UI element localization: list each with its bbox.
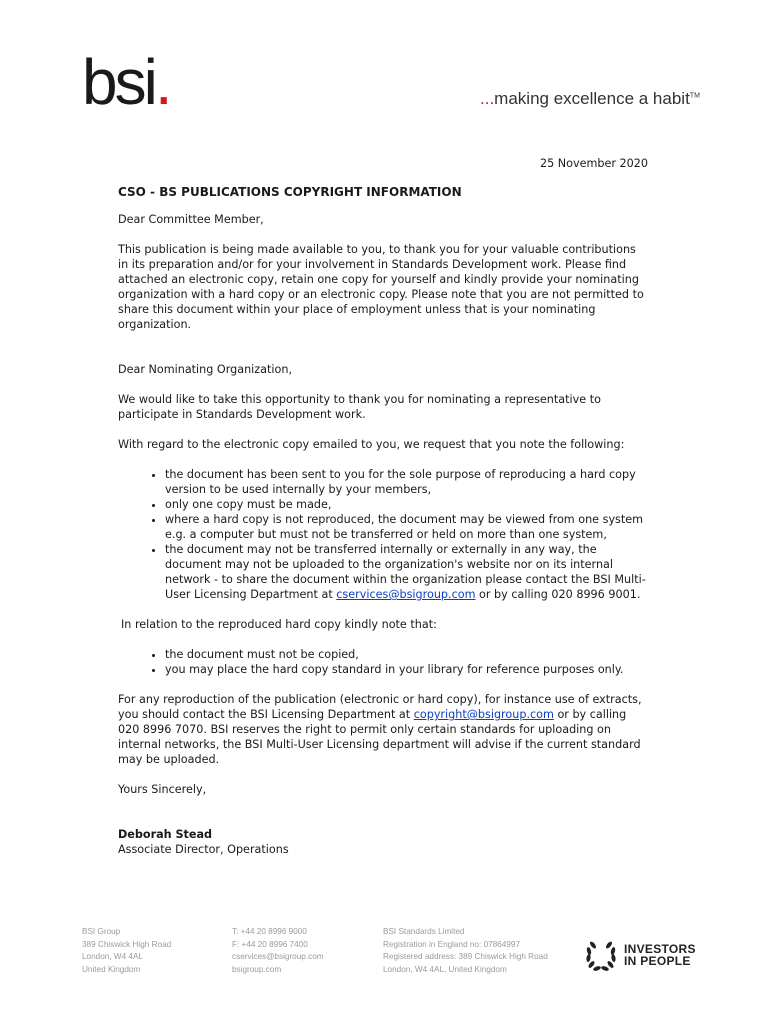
letter-heading: CSO - BS PUBLICATIONS COPYRIGHT INFORMATION (118, 185, 462, 199)
list-item: • the document may not be transferred internally or externally in any way, the document may not be uploaded to the organization's website nor on its internal network - to share the document within the organization please contact the BSI Multi-User Licensing Department at cservices@bsigroup.com or by calling 020 8996 9001. (165, 542, 648, 602)
list-item: • where a hard copy is not reproduced, the document may be viewed from one system e.g. a computer but must not be transferred or held on more than one system, (165, 512, 648, 542)
investors-in-people-badge (584, 938, 696, 972)
list-item: • the document has been sent to you for the sole purpose of reproducing a hard copy version to be used internally by your members, (165, 467, 648, 497)
footer-registration: BSI Standards Limited Registration in England no: 07864997 Registered address: 389 Chiswick High Road London, W4 4AL, United Kingdom (383, 927, 548, 974)
footer-contact: T: +44 20 8996 9000 F: +44 20 8996 7400 cservices@bsigroup.com bsigroup.com (232, 927, 324, 974)
paragraph-hard-copy: In relation to the reproduced hard copy kindly note that: (121, 618, 437, 631)
list-item: • the document must not be copied, (165, 647, 648, 662)
salutation-organization: Dear Nominating Organization, (118, 363, 292, 376)
letter-date: 25 November 2020 (539, 157, 648, 170)
investors-in-people-text: INVESTORS IN PEOPLE (624, 942, 696, 968)
paragraph-electronic-copy: With regard to the electronic copy emailed to you, we request that you note the following: (118, 438, 625, 451)
copyright-email-link[interactable]: copyright@bsigroup.com (413, 708, 554, 721)
paragraph-nomination: We would like to take this opportunity to thank you for nominating a representative to participate in Standards Development work. (118, 393, 601, 421)
bsi-logo: bsi. (82, 46, 170, 118)
signer-name: Deborah Stead (118, 828, 213, 841)
electronic-copy-conditions (118, 467, 648, 602)
hard-copy-conditions (118, 647, 648, 677)
letter-body (118, 150, 648, 857)
salutation-committee: Dear Committee Member, (118, 213, 264, 226)
tagline: ...making excellence a habit™ (480, 89, 700, 108)
list-item: • you may place the hard copy standard in your library for reference purposes only. (165, 662, 648, 677)
signer-title: Associate Director, Operations (118, 843, 289, 856)
footer-address: BSI Group 389 Chiswick High Road London, W4 4AL United Kingdom (82, 927, 172, 974)
list-item: • only one copy must be made, (165, 497, 648, 512)
paragraph-thanks: This publication is being made available to you, to thank you for your valuable contributions in its preparation and/or for your involvement in Standards Development work. Please find attached an electronic copy, retain one copy for yourself and kindly provide your nominating organization with a hard copy or an electronic copy. Please note that you are not permitted to share this document within your place of employment unless that is your nominating organization. (118, 243, 644, 331)
laurel-wreath-icon (584, 938, 618, 972)
closing: Yours Sincerely, (118, 783, 207, 796)
cservices-email-link[interactable]: cservices@bsigroup.com (336, 588, 476, 601)
paragraph-reproduction: For any reproduction of the publication (electronic or hard copy), for instance use of extracts, you should contact the BSI Licensing Department at copyright@bsigroup.com or by calling 020 8996 7070. BSI reserves the right to permit only certain standards for uploading on internal networks, the BSI Multi-User Licensing department will advise if the current standard may be uploaded. (118, 693, 642, 766)
